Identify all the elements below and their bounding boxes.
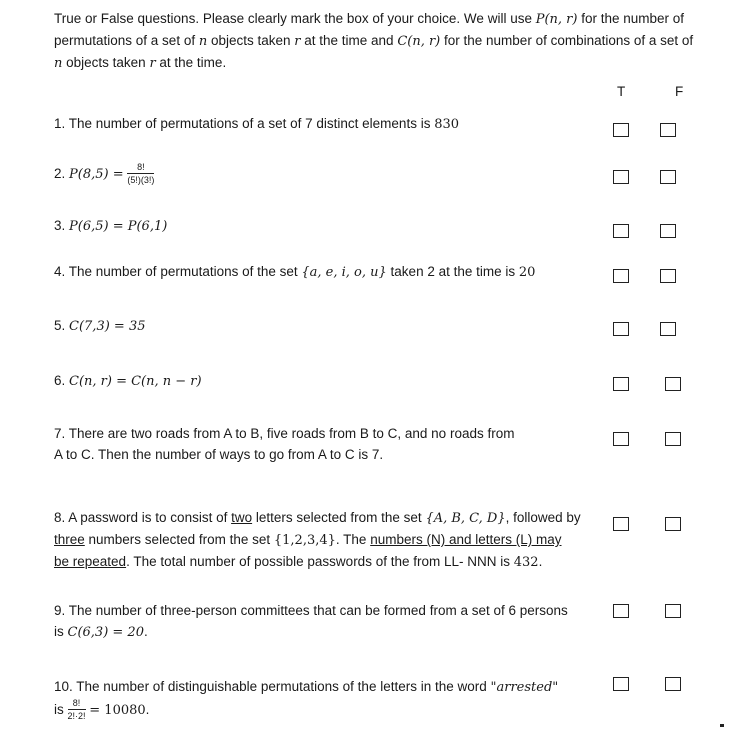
- question-6: 6. C(n, r) = C(n, n − r): [54, 373, 202, 389]
- q6-false-checkbox[interactable]: [665, 377, 681, 391]
- q7-true-checkbox[interactable]: [613, 432, 629, 446]
- question-8: 8. A password is to consist of two letters selected from the set {A, B, C, D}, followed by three numbers selected from the set {1,2,3,4}. The numbers (N) and letters (L) may be repeated. The total number of possible passwords of the from LL- NNN is 432.: [54, 510, 581, 570]
- q1-false-checkbox[interactable]: [660, 123, 676, 137]
- true-column-header: T: [617, 84, 626, 99]
- question-1: 1. The number of permutations of a set of 7 distinct elements is 830: [54, 116, 460, 132]
- q3-false-checkbox[interactable]: [660, 224, 676, 238]
- q4-true-checkbox[interactable]: [613, 269, 629, 283]
- fraction: $\frac{8!}{(5!)(3!)}$: [127, 162, 155, 186]
- fraction: $\frac{8!}{2!\cdot 2!}$: [67, 698, 86, 722]
- q4-false-checkbox[interactable]: [660, 269, 676, 283]
- question-5: 5. C(7,3) = 35: [54, 318, 146, 334]
- question-4: 4. The number of permutations of the set {a, e, i, o, u} taken 2 at the time is 20: [54, 264, 536, 280]
- q2-true-checkbox[interactable]: [613, 170, 629, 184]
- q7-false-checkbox[interactable]: [665, 432, 681, 446]
- question-9: 9. The number of three-person committees that can be formed from a set of 6 persons is C(6,3) = 20.: [54, 603, 568, 640]
- q6-true-checkbox[interactable]: [613, 377, 629, 391]
- q1-true-checkbox[interactable]: [613, 123, 629, 137]
- instructions: True or False questions. Please clearly mark the box of your choice. We will use P(n, r) for the number of permutations of a set of n objects taken r at the time and C(n, r) for the number of combinations of a set of n objects taken r at the time.: [54, 11, 694, 71]
- q10-false-checkbox[interactable]: [665, 677, 681, 691]
- corner-mark: [720, 724, 724, 727]
- question-3: 3. P(6,5) = P(6,1): [54, 218, 168, 234]
- math-cnr: C(n, r): [397, 34, 441, 49]
- q8-true-checkbox[interactable]: [613, 517, 629, 531]
- q10-true-checkbox[interactable]: [613, 677, 629, 691]
- q9-true-checkbox[interactable]: [613, 604, 629, 618]
- q2-false-checkbox[interactable]: [660, 170, 676, 184]
- math-pnr: P(n, r): [535, 12, 578, 27]
- q3-true-checkbox[interactable]: [613, 224, 629, 238]
- question-2: 2. P(8,5) = $\frac{8!}{(5!)(3!)}$: [54, 162, 155, 186]
- q9-false-checkbox[interactable]: [665, 604, 681, 618]
- q8-false-checkbox[interactable]: [665, 517, 681, 531]
- q5-false-checkbox[interactable]: [660, 322, 676, 336]
- question-10: 10. The number of distinguishable permutations of the letters in the word "arrested" is $\frac{8!}{2!\cdot 2!}$ = 10080.: [54, 679, 559, 722]
- false-column-header: F: [675, 84, 684, 99]
- q5-true-checkbox[interactable]: [613, 322, 629, 336]
- question-7: 7. There are two roads from A to B, five roads from B to C, and no roads from A to C. Then the number of ways to go from A to C is 7.: [54, 426, 515, 462]
